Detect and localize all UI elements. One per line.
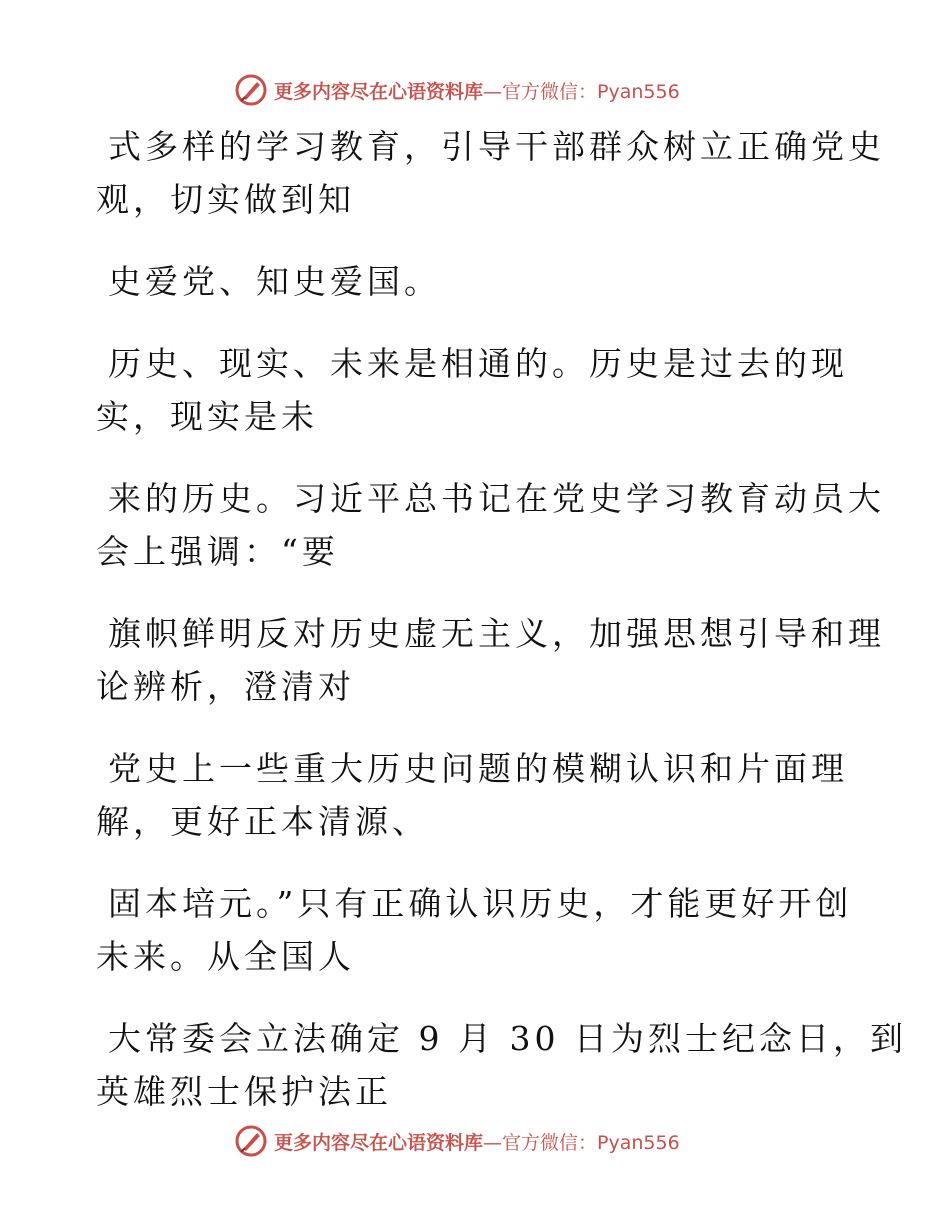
paragraph-line: 实，现实是未 bbox=[96, 397, 318, 436]
paragraph-line: 未来。从全国人 bbox=[96, 937, 355, 976]
paragraph-line: 观，切实做到知 bbox=[96, 180, 355, 219]
footer-banner-text bbox=[274, 1128, 680, 1155]
footer-wechat-id: Pyan556 bbox=[597, 1131, 680, 1154]
paragraph-2 bbox=[96, 255, 856, 308]
paragraph-line: 来的历史。习近平总书记在党史学习教育动员大 bbox=[108, 479, 885, 518]
paragraph-line: 式多样的学习教育，引导干部群众树立正确党史 bbox=[108, 127, 885, 166]
paragraph-4 bbox=[96, 472, 885, 578]
paragraph-5 bbox=[96, 607, 885, 713]
paragraph-1 bbox=[96, 120, 885, 226]
header-banner bbox=[234, 70, 680, 110]
paragraph-line: 英雄烈士保护法正 bbox=[96, 1072, 392, 1111]
header-brand-text: 更多内容尽在心语资料库 bbox=[274, 80, 484, 103]
footer-wechat-label: 官方微信： bbox=[502, 1131, 598, 1154]
header-wechat-id: Pyan556 bbox=[597, 80, 680, 103]
paragraph-3 bbox=[96, 337, 856, 443]
paragraph-8 bbox=[96, 1012, 907, 1118]
header-wechat-label: 官方微信： bbox=[502, 80, 598, 103]
header-banner-text bbox=[274, 77, 680, 104]
paragraph-line: 解，更好正本清源、 bbox=[96, 802, 429, 841]
paragraph-line: 固本培元。”只有正确认识历史，才能更好开创 bbox=[108, 884, 853, 923]
paragraph-line: 论辨析，澄清对 bbox=[96, 667, 355, 706]
quill-pen-circle-icon bbox=[234, 73, 268, 107]
paragraph-6 bbox=[96, 742, 856, 848]
footer-dash: — bbox=[483, 1131, 503, 1154]
paragraph-line: 史爱党、知史爱国。 bbox=[108, 262, 441, 301]
paragraph-line: 大常委会立法确定 9 月 30 日为烈士纪念日，到 bbox=[108, 1019, 907, 1058]
footer-banner bbox=[234, 1121, 680, 1161]
paragraph-7 bbox=[96, 877, 856, 983]
header-dash: — bbox=[483, 80, 503, 103]
paragraph-line: 党史上一些重大历史问题的模糊认识和片面理 bbox=[108, 749, 848, 788]
paragraph-line: 历史、现实、未来是相通的。历史是过去的现 bbox=[108, 344, 848, 383]
footer-brand-text: 更多内容尽在心语资料库 bbox=[274, 1131, 484, 1154]
paragraph-line: 旗帜鲜明反对历史虚无主义，加强思想引导和理 bbox=[108, 614, 885, 653]
paragraph-line: 会上强调：“要 bbox=[96, 532, 339, 571]
document-body bbox=[96, 120, 907, 1147]
quill-pen-circle-icon bbox=[234, 1124, 268, 1158]
